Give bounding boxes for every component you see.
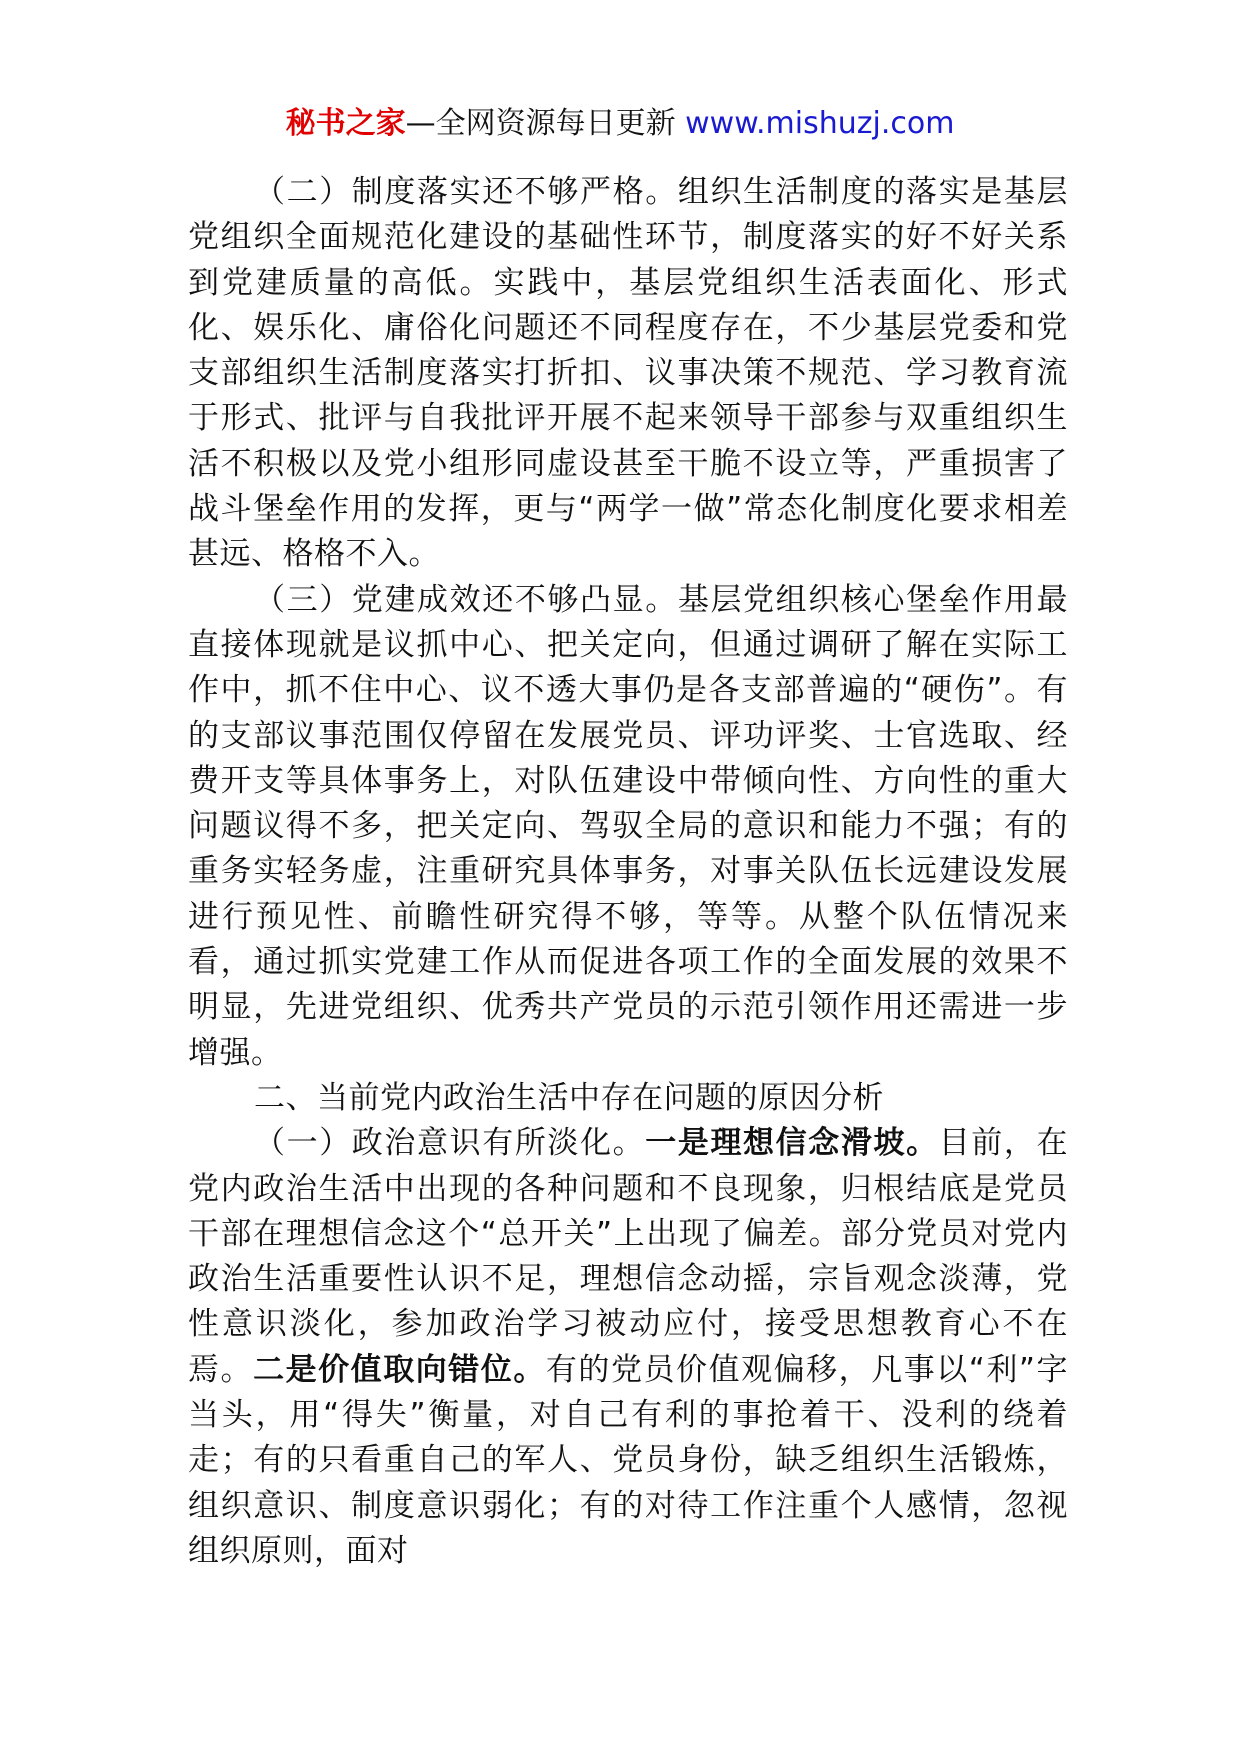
site-header xyxy=(0,104,1240,144)
bold-point-two: 二是价值取向错位。 xyxy=(253,1351,546,1388)
site-url-link[interactable]: www.mishuzj.com xyxy=(685,106,955,141)
paragraph-political-awareness xyxy=(188,1121,1068,1574)
brand-name: 秘书之家 xyxy=(285,106,406,141)
paragraph-party-building-results: （三）党建成效还不够凸显。基层党组织核心堡垒作用最直接体现就是议抓中心、把关定向，但通过调研了解在实际工作中，抓不住中心、议不透大事仍是各支部普遍的“硬伤”。有的支部议事范围仅停留在发展党员、评功评奖、士官选取、经费开支等具体事务上，对队伍建设中带倾向性、方向性的重大问题议得不多，把关定向、驾驭全局的意识和能力不强；有的重务实轻务虚，注重研究具体事务，对事关队伍长远建设发展进行预见性、前瞻性研究得不够，等等。从整个队伍情况来看，通过抓实党建工作从而促进各项工作的全面发展的效果不明显，先进党组织、优秀共产党员的示范引领作用还需进一步增强。 xyxy=(188,581,1068,1071)
point-two-text: 有的党员价值观偏移，凡事以“利”字当头，用“得失”衡量，对自己有利的事抢着干、没利的绕着走；有的只看重自己的军人、党员身份，缺乏组织生活锻炼，组织意识、制度意识弱化；有的对待工作注重个人感情，忽视组织原则，面对 xyxy=(188,1351,1069,1569)
section-heading-cause-analysis: 二、当前党内政治生活中存在问题的原因分析 xyxy=(254,1079,884,1116)
subsection-title: （一）政治意识有所淡化。 xyxy=(254,1125,646,1162)
point-one-text: 目前，在党内政治生活中出现的各种问题和不良现象，归根结底是党员干部在理想信念这个“总开关”上出现了偏差。部分党员对党内政治生活重要性认识不足，理想信念动摇，宗旨观念淡薄，党性意识淡化，参加政治学习被动应付，接受思想教育心不在焉。 xyxy=(188,1125,1068,1388)
bold-point-one: 一是理想信念滑坡。 xyxy=(645,1125,939,1162)
document-body xyxy=(188,170,1068,1574)
header-tagline: —全网资源每日更新 xyxy=(405,106,676,141)
paragraph-institution-enforcement: （二）制度落实还不够严格。组织生活制度的落实是基层党组织全面规范化建设的基础性环节，制度落实的好不好关系到党建质量的高低。实践中，基层党组织生活表面化、形式化、娱乐化、庸俗化问题还不同程度存在，不少基层党委和党支部组织生活制度落实打折扣、议事决策不规范、学习教育流于形式、批评与自我批评开展不起来领导干部参与双重组织生活不积极以及党小组形同虚设甚至干脆不设立等，严重损害了战斗堡垒作用的发挥，更与“两学一做”常态化制度化要求相差甚远、格格不入。 xyxy=(188,174,1068,573)
